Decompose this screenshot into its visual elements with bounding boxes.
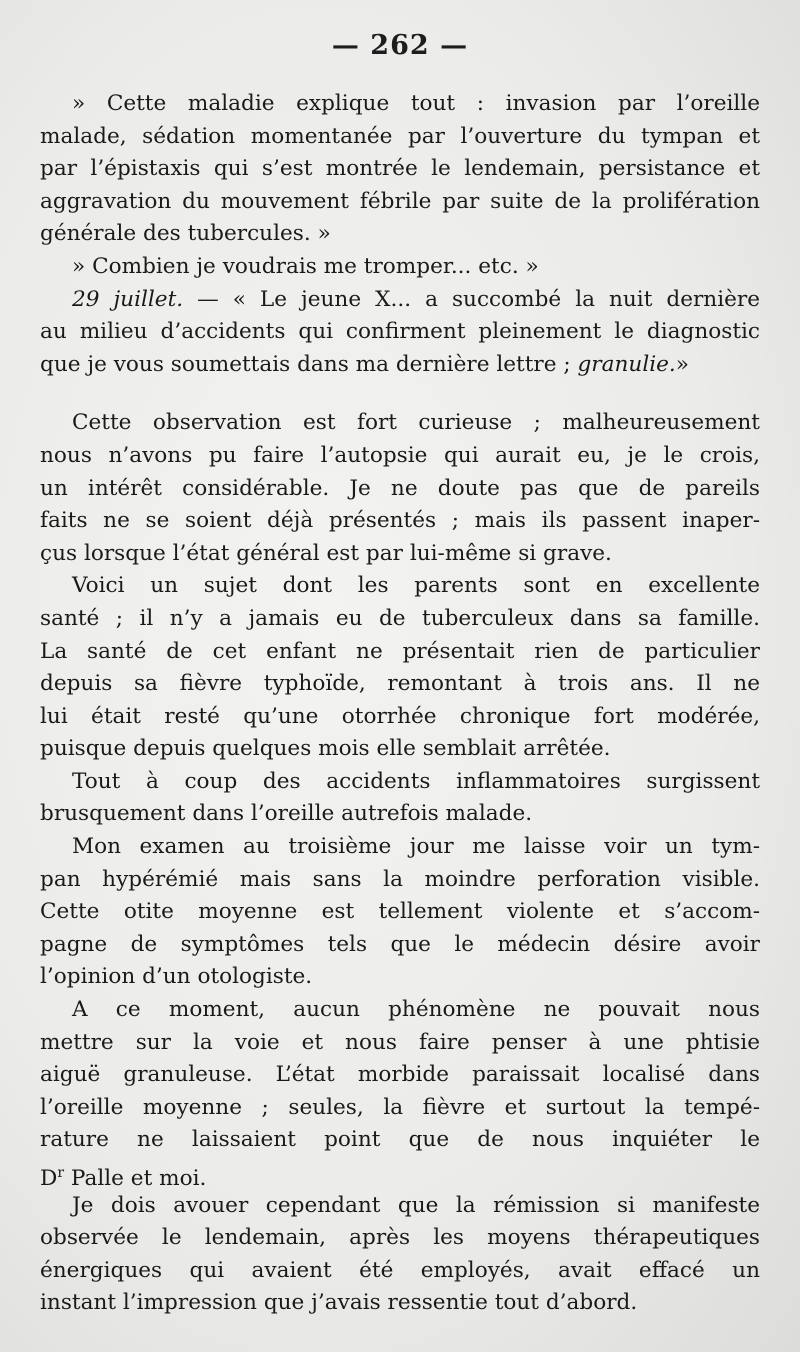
page-number: — 262 — <box>331 30 469 61</box>
text-line: brusquement dans l’oreille autrefois malade. <box>40 801 533 827</box>
text-line: au milieu d’accidents qui confirment pleinement le diagnostic <box>40 319 760 345</box>
text-line: pan hypérémié mais sans la moindre perforation visible. <box>40 866 760 892</box>
dated-entry-line <box>40 284 760 317</box>
text-line: un intérêt considérable. Je ne doute pas que de pareils <box>40 475 760 501</box>
text-line: Voici un sujet dont les parents sont en excellente <box>72 573 760 599</box>
text-line: A ce moment, aucun phénomène ne pouvait nous <box>72 997 760 1023</box>
text-line: faits ne se soient déjà présentés ; mais ils passent inaper- <box>40 508 760 534</box>
text-line: depuis sa fièvre typhoïde, remontant à trois ans. Il ne <box>40 671 760 697</box>
text-line: Cette observation est fort curieuse ; malheureusement <box>72 410 760 436</box>
text-line: nous n’avons pu faire l’autopsie qui aurait eu, je le crois, <box>40 442 760 468</box>
entry-text: » <box>675 351 689 377</box>
text-line: santé ; il n’y a jamais eu de tuberculeux dans sa famille. <box>40 605 760 631</box>
text-line: » Combien je voudrais me tromper... etc. » <box>72 253 539 279</box>
text-line: aggravation du mouvement fébrile par suite de la prolifération <box>40 188 760 214</box>
text-line: Je dois avouer cependant que la rémission si manifeste <box>72 1192 760 1218</box>
quote-section <box>40 88 760 284</box>
closing-section <box>40 1190 760 1320</box>
entry-date: 29 juillet. <box>72 286 184 312</box>
text-line: Mon examen au troisième jour me laisse voir un tym- <box>72 834 760 860</box>
doctor-abbrev-sup: r <box>57 1165 65 1181</box>
dated-entry-line <box>40 349 760 382</box>
text-line: malade, sédation momentanée par l’ouverture du tympan et <box>40 123 760 149</box>
doctor-line <box>40 1157 760 1190</box>
text-line: pagne de symptômes tels que le médecin désire avoir <box>40 931 760 957</box>
entry-text: — « Le jeune X... a succombé la nuit dernière <box>183 286 760 312</box>
text-line: instant l’impression que j’avais ressentie tout d’abord. <box>40 1290 638 1316</box>
text-line: çus lorsque l’état général est par lui-même si grave. <box>40 540 612 566</box>
text-line: » Cette maladie explique tout : invasion par l’oreille <box>72 91 760 116</box>
text-line: rature ne laissaient point que de nous inquiéter le <box>40 1127 760 1153</box>
text-line: lui était resté qu’une otorrhée chronique fort modérée, <box>40 703 760 729</box>
text-line: mettre sur la voie et nous faire penser à une phtisie <box>40 1029 760 1055</box>
text-line: par l’épistaxis qui s’est montrée le lendemain, persistance et <box>40 156 760 182</box>
text-line: observée le lendemain, après les moyens thérapeutiques <box>40 1225 760 1251</box>
text-line: Cette otite moyenne est tellement violente et s’accom- <box>40 899 760 925</box>
section-gap <box>40 381 760 407</box>
observation-section <box>40 407 760 1157</box>
text-line: La santé de cet enfant ne présentait rien de particulier <box>40 638 760 664</box>
entry-text: que je vous soumettais dans ma dernière lettre ; <box>40 351 578 377</box>
text-line: Tout à coup des accidents inflammatoires surgissent <box>72 768 760 794</box>
dated-entry <box>40 284 760 382</box>
text-line: générale des tubercules. » <box>40 221 331 247</box>
text-line: l’oreille moyenne ; seules, la fièvre et surtout la tempé- <box>40 1094 760 1120</box>
text-line: aiguë granuleuse. L’état morbide paraissait localisé dans <box>40 1062 760 1088</box>
page-body <box>40 88 760 1320</box>
text-line: énergiques qui avaient été employés, avait effacé un <box>40 1257 760 1283</box>
doctor-name: Palle et moi. <box>64 1166 207 1191</box>
text-line: puisque depuis quelques mois elle semblait arrêtée. <box>40 736 611 762</box>
text-line: l’opinion d’un otologiste. <box>40 964 313 990</box>
doctor-abbrev: D <box>40 1166 58 1191</box>
diagnosis-word: granulie. <box>577 351 676 377</box>
